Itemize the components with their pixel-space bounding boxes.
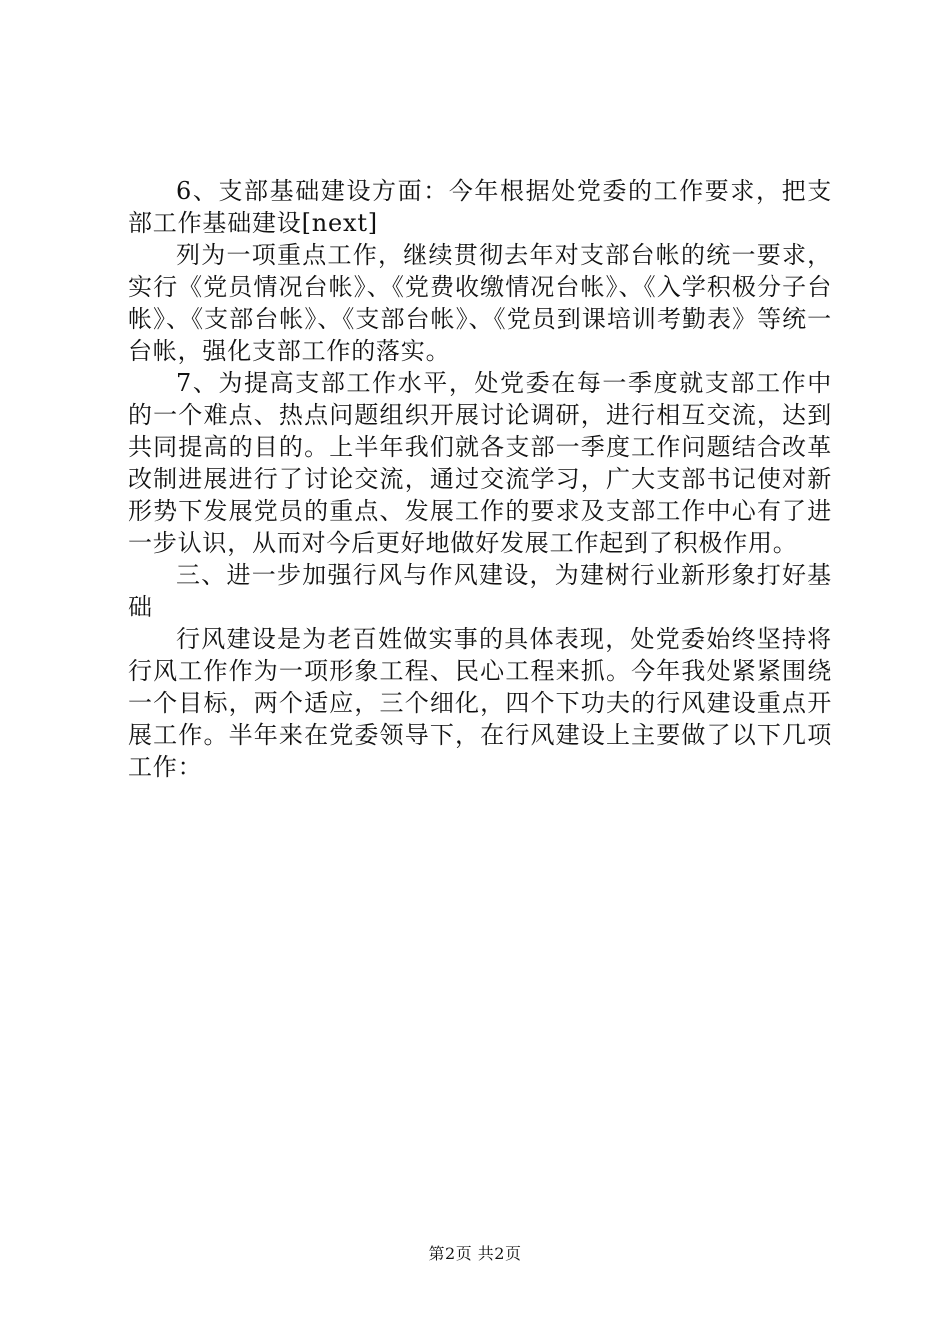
- paragraph-branch-foundation: 6、支部基础建设方面：今年根据处党委的工作要求，把支部工作基础建设[next]: [128, 177, 832, 237]
- document-body: [128, 175, 832, 783]
- page-number-footer: 第2页 共2页: [428, 1244, 522, 1263]
- section-heading-conduct: 三、进一步加强行风与作风建设，为建树行业新形象打好基础: [128, 561, 832, 621]
- paragraph-quarterly-discussion: 7、为提高支部工作水平，处党委在每一季度就支部工作中的一个难点、热点问题组织开展讨论调研，进行相互交流，达到共同提高的目的。上半年我们就各支部一季度工作问题结合改革改制进展进行了讨论交流，通过交流学习，广大支部书记使对新形势下发展党员的重点、发展工作的要求及支部工作中心有了进一步认识，从而对今后更好地做好发展工作起到了积极作用。: [128, 369, 832, 557]
- paragraph-ledger-requirements: 列为一项重点工作，继续贯彻去年对支部台帐的统一要求，实行《党员情况台帐》、《党费收缴情况台帐》、《入学积极分子台帐》、《支部台帐》、《支部台帐》、《党员到课培训考勤表》等统一台帐，强化支部工作的落实。: [128, 241, 832, 365]
- paragraph-conduct-work: 行风建设是为老百姓做实事的具体表现，处党委始终坚持将行风工作作为一项形象工程、民心工程来抓。今年我处紧紧围绕一个目标，两个适应，三个细化，四个下功夫的行风建设重点开展工作。半年来在党委领导下，在行风建设上主要做了以下几项工作：: [128, 625, 832, 781]
